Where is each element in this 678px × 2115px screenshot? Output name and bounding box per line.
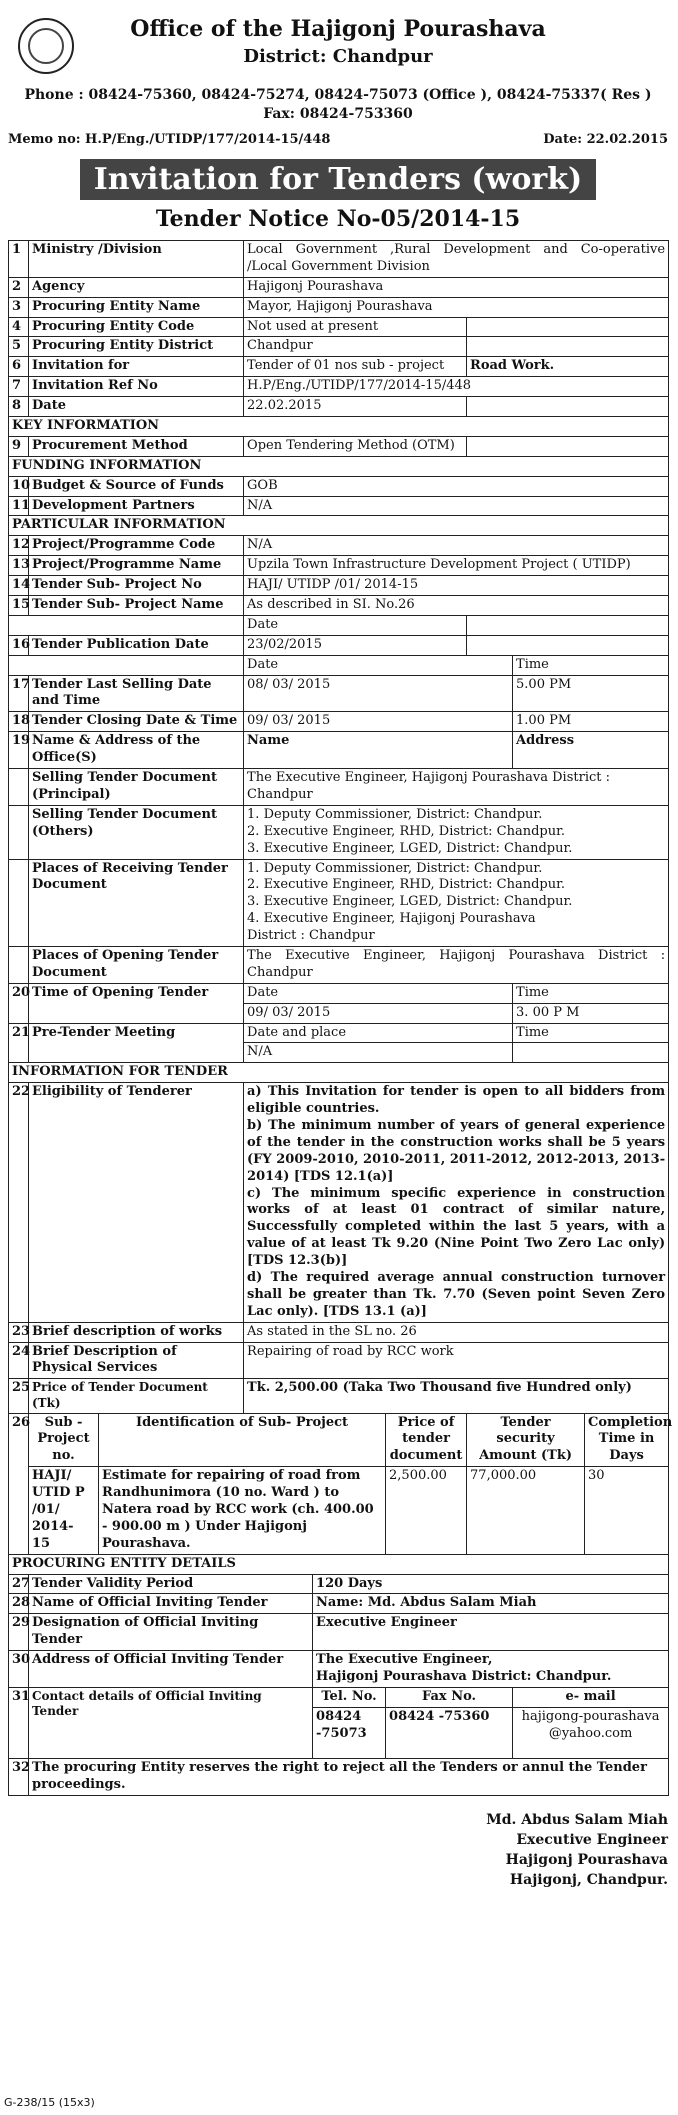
section-header: KEY INFORMATION bbox=[9, 417, 669, 437]
table-row: Date bbox=[9, 615, 669, 635]
table-row: 24 Brief Description of Physical Services Repairing of road by RCC work bbox=[9, 1342, 669, 1379]
table-row: 4 Procuring Entity Code Not used at present bbox=[9, 317, 669, 337]
table-row: 32 The procuring Entity reserves the right to reject all the Tenders or annul the Tender proceedings. bbox=[9, 1758, 669, 1795]
signatory-designation: Executive Engineer bbox=[516, 1831, 668, 1848]
signatory-organization: Hajigonj Pourashava bbox=[505, 1852, 668, 1869]
district-line: District: Chandpur bbox=[243, 46, 433, 67]
office-title: Office of the Hajigonj Pourashava bbox=[130, 16, 546, 42]
table-row: 3 Procuring Entity Name Mayor, Hajigonj Pourashava bbox=[9, 297, 669, 317]
table-row: 19 Name & Address of the Office(S) Name Address bbox=[9, 732, 669, 769]
section-header: PARTICULAR INFORMATION bbox=[9, 516, 669, 536]
tender-notice-number: Tender Notice No-05/2014-15 bbox=[155, 206, 521, 232]
memo-number: Memo no: H.P/Eng./UTIDP/177/2014-15/448 bbox=[8, 132, 331, 147]
table-row: 9 Procurement Method Open Tendering Method (OTM) bbox=[9, 436, 669, 456]
table-row: 2 Agency Hajigonj Pourashava bbox=[9, 277, 669, 297]
table-row: Places of Opening Tender Document The Executive Engineer, Hajigonj Pourashava District : Chandpur bbox=[9, 946, 669, 983]
table-row: 28 Name of Official Inviting Tender Name: Md. Abdus Salam Miah bbox=[9, 1594, 669, 1614]
table-row: 16 Tender Publication Date 23/02/2015 bbox=[9, 635, 669, 655]
table-row: 10 Budget & Source of Funds GOB bbox=[9, 476, 669, 496]
table-row: 15 Tender Sub- Project Name As described in SI. No.26 bbox=[9, 596, 669, 616]
table-row: 7 Invitation Ref No H.P/Eng./UTIDP/177/2014-15/448 bbox=[9, 377, 669, 397]
invitation-banner: Invitation for Tenders (work) bbox=[80, 159, 596, 200]
memo-date: Date: 22.02.2015 bbox=[543, 132, 668, 147]
table-row: 11 Development Partners N/A bbox=[9, 496, 669, 516]
section-header: PROCURING ENTITY DETAILS bbox=[9, 1554, 669, 1574]
table-row: 14 Tender Sub- Project No HAJI/ UTIDP /01/ 2014-15 bbox=[9, 576, 669, 596]
table-row: 6 Invitation for Tender of 01 nos sub - project Road Work. bbox=[9, 357, 669, 377]
section-header: FUNDING INFORMATION bbox=[9, 456, 669, 476]
footer-code: G-238/15 (15x3) bbox=[4, 2096, 95, 2109]
table-row: Selling Tender Document (Principal) The Executive Engineer, Hajigonj Pourashava District : Chandpur bbox=[9, 769, 669, 806]
table-row: 29 Designation of Official Inviting Tender Executive Engineer bbox=[9, 1614, 669, 1651]
table-row: 08424 -75073 08424 -75360 hajigong-pourashava @yahoo.com bbox=[9, 1707, 669, 1758]
table-row: 5 Procuring Entity District Chandpur bbox=[9, 337, 669, 357]
table-row: 23 Brief description of works As stated in the SL no. 26 bbox=[9, 1322, 669, 1342]
table-row: Selling Tender Document (Others) 1. Deputy Commissioner, District: Chandpur. 2. Executive Engineer, RHD, District: Chandpur. 3. Executive Engineer, LGED, District: Chandpur. bbox=[9, 805, 669, 859]
signatory-place: Hajigonj, Chandpur. bbox=[509, 1872, 668, 1889]
table-row: 1 Ministry /Division Local Government ,Rural Development and Co-operative /Local Government Division bbox=[9, 241, 669, 278]
table-row: 27 Tender Validity Period 120 Days bbox=[9, 1574, 669, 1594]
table-row: 18 Tender Closing Date & Time 09/ 03/ 2015 1.00 PM bbox=[9, 712, 669, 732]
tender-table bbox=[8, 240, 673, 1796]
signature-block bbox=[8, 1810, 668, 1891]
section-header: INFORMATION FOR TENDER bbox=[9, 1063, 669, 1083]
header bbox=[8, 16, 668, 122]
signatory-name: Md. Abdus Salam Miah bbox=[486, 1811, 668, 1828]
table-row: 30 Address of Official Inviting Tender The Executive Engineer, Hajigonj Pourashava District: Chandpur. bbox=[9, 1651, 669, 1688]
memo-line bbox=[8, 132, 668, 147]
table-row: 25 Price of Tender Document (Tk) Tk. 2,500.00 (Taka Two Thousand five Hundred only) bbox=[9, 1379, 669, 1413]
table-row: 20 Time of Opening Tender Date Time bbox=[9, 983, 669, 1003]
table-row: 22 Eligibility of Tenderer a) This Invitation for tender is open to all bidders from eligible countries. b) The minimum number of years of general experience of the tender in the construction works shall be 5 years (FY 2009-2010, 2010-2011, 2011-2012, 2012-2013, 2013-2014) [TDS 12.1(a)] c) The minimum specific experience in construction works of at least 01 contract of similar nature, Successfully completed within the last 5 years, with a value of at least Tk 9.20 (Nine Point Two Zero Lac only) [TDS 12.3(b)] d) The required average annual construction turnover shall be greater than Tk. 7.70 (Seven point Seven Zero Lac only). [TDS 13.1 (a)] bbox=[9, 1083, 669, 1322]
table-row: 26 Sub - Project no. Identification of Sub- Project Price of tender document Tender security Amount (Tk) Completion Time in Days bbox=[9, 1413, 669, 1467]
table-row: Date Time bbox=[9, 655, 669, 675]
phone-line: Phone : 08424-75360, 08424-75274, 08424-75073 (Office ), 08424-75337( Res ) bbox=[24, 87, 652, 103]
table-row: 17 Tender Last Selling Date and Time 08/ 03/ 2015 5.00 PM bbox=[9, 675, 669, 712]
table-row: 09/ 03/ 2015 3. 00 P M bbox=[9, 1003, 669, 1023]
table-row: 12 Project/Programme Code N/A bbox=[9, 536, 669, 556]
tender-notice-page bbox=[8, 6, 673, 1891]
table-row: Places of Receiving Tender Document 1. Deputy Commissioner, District: Chandpur. 2. Executive Engineer, RHD, District: Chandpur. 3. Executive Engineer, LGED, District: Chandpur. 4. Executive Engineer, Hajigonj Pourashava District : Chandpur bbox=[9, 859, 669, 946]
pourashava-seal-logo bbox=[18, 18, 74, 74]
table-row: 21 Pre-Tender Meeting Date and place Time bbox=[9, 1023, 669, 1043]
table-row: 8 Date 22.02.2015 bbox=[9, 397, 669, 417]
fax-line: Fax: 08424-753360 bbox=[263, 106, 413, 122]
table-row: N/A bbox=[9, 1043, 669, 1063]
table-row: 31 Contact details of Official Inviting Tender Tel. No. Fax No. e- mail bbox=[9, 1687, 669, 1707]
table-row: 13 Project/Programme Name Upzila Town Infrastructure Development Project ( UTIDP) bbox=[9, 556, 669, 576]
table-row: HAJI/ UTID P /01/ 2014- 15 Estimate for repairing of road from Randhunimora (10 no. Ward ) to Natera road by RCC work (ch. 400.00 - 900.00 m ) Under Hajigonj Pourashava. 2,500.00 77,000.00 30 bbox=[9, 1467, 669, 1554]
